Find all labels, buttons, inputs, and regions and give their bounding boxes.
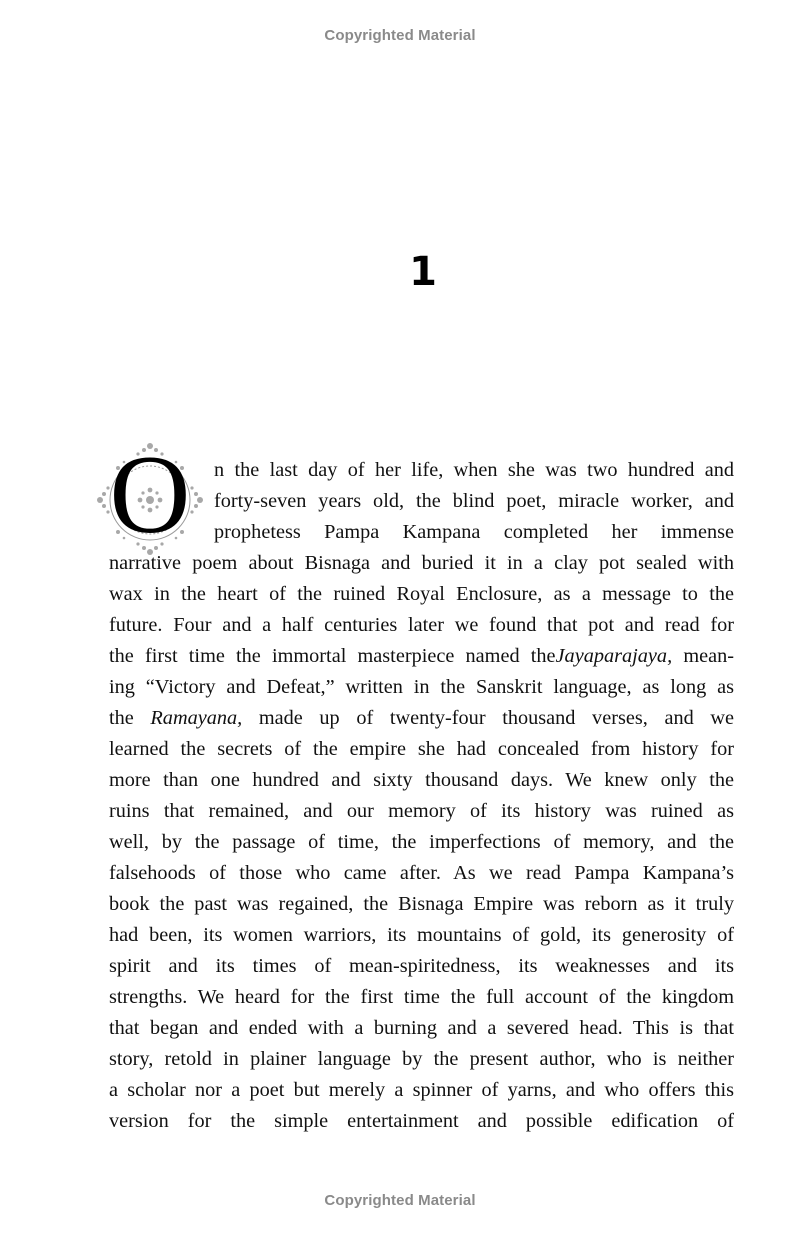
text-line: strengths. We heard for the first time the full account of the kingdom — [109, 986, 734, 1008]
text-line: forty-seven years old, the blind poet, miracle worker, and — [214, 490, 734, 512]
poem-title-jayaparajaya: Jayaparajaya, — [555, 645, 673, 667]
text-line: learned the secrets of the empire she had concealed from history for — [109, 738, 734, 760]
text-segment: the first time the immortal masterpiece named the — [109, 645, 556, 667]
poem-title-ramayana: Ramayana, — [150, 707, 243, 729]
text-line: narrative poem about Bisnaga and buried it in a clay pot sealed with — [109, 552, 734, 574]
text-line: falsehoods of those who came after. As we read Pampa Kampana’s — [109, 862, 734, 884]
text-line: wax in the heart of the ruined Royal Enclosure, as a message to the — [109, 583, 734, 605]
dropcap-gap — [109, 455, 214, 545]
watermark-bottom: Copyrighted Material — [324, 1192, 476, 1209]
text-line: story, retold in plainer language by the present author, who is neither — [109, 1048, 734, 1070]
text-line-with-title — [109, 703, 734, 734]
chapter-number: 1 — [409, 249, 437, 295]
text-line: book the past was regained, the Bisnaga Empire was reborn as it truly — [109, 893, 734, 915]
text-line: had been, its women warriors, its mountains of gold, its generosity of — [109, 924, 734, 946]
text-segment: mean- — [672, 645, 734, 667]
text-line: future. Four and a half centuries later we found that pot and read for — [109, 614, 734, 636]
text-line: well, by the passage of time, the imperfections of memory, and the — [109, 831, 734, 853]
text-line: that began and ended with a burning and a severed head. This is that — [109, 1017, 734, 1039]
text-line: spirit and its times of mean-spiritedness, its weaknesses and its — [109, 955, 734, 977]
text-segment: made up of twenty-four thousand verses, and we — [242, 707, 734, 729]
text-segment: the — [109, 707, 134, 729]
dropcap-letter: O — [109, 433, 191, 557]
text-line-with-title — [109, 641, 734, 672]
text-line: a scholar nor a poet but merely a spinner of yarns, and who offers this — [109, 1079, 734, 1101]
text-line: n the last day of her life, when she was two hundred and — [214, 459, 734, 481]
text-line: ing “Victory and Defeat,” written in the Sanskrit language, as long as — [109, 676, 734, 698]
watermark-top: Copyrighted Material — [324, 27, 476, 44]
text-line: ruins that remained, and our memory of its history was ruined as — [109, 800, 734, 822]
text-line: version for the simple entertainment and possible edification of — [109, 1110, 734, 1132]
text-line: prophetess Pampa Kampana completed her immense — [214, 521, 734, 543]
chapter-opening-paragraph — [109, 455, 734, 1137]
text-line: more than one hundred and sixty thousand days. We knew only the — [109, 769, 734, 791]
